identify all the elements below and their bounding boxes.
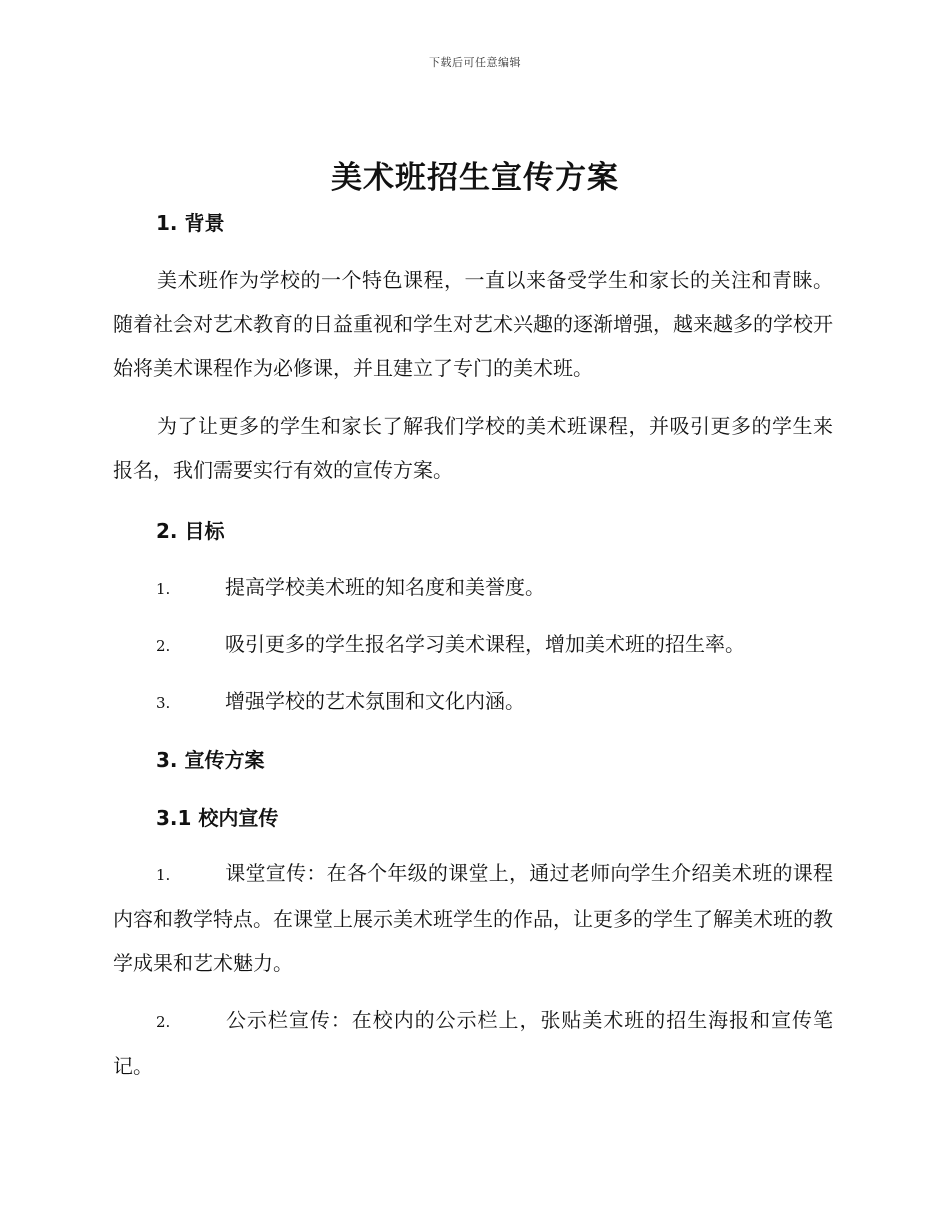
list-number: 1. bbox=[156, 580, 171, 598]
heading-goals: 2. 目标 bbox=[156, 519, 225, 543]
background-paragraph-1: 美术班作为学校的一个特色课程，一直以来备受学生和家长的关注和青睐。随着社会对艺术教育的日益重视和学生对艺术兴趣的逐渐增强，越来越多的学校开始将美术课程作为必修课，并且建立了专门的美术班。 bbox=[113, 268, 833, 380]
list-item-text: 增强学校的艺术氛围和文化内涵。 bbox=[225, 689, 525, 713]
goal-item-2 bbox=[113, 622, 833, 668]
document-title: 美术班招生宣传方案 bbox=[331, 160, 619, 196]
heading-plan: 3. 宣传方案 bbox=[156, 748, 265, 772]
header-note: 下载后可任意编辑 bbox=[429, 56, 521, 69]
plan-item-1 bbox=[113, 851, 833, 985]
list-number: 3. bbox=[156, 694, 171, 712]
list-number: 2. bbox=[156, 637, 171, 655]
goal-item-3 bbox=[113, 679, 833, 725]
list-number: 2. bbox=[156, 1013, 171, 1031]
list-item-text: 提高学校美术班的知名度和美誉度。 bbox=[225, 575, 545, 599]
list-item-text: 吸引更多的学生报名学习美术课程，增加美术班的招生率。 bbox=[225, 632, 745, 656]
list-number: 1. bbox=[156, 866, 171, 884]
subheading-campus-promotion: 3.1 校内宣传 bbox=[156, 806, 279, 830]
background-paragraph-2: 为了让更多的学生和家长了解我们学校的美术班课程，并吸引更多的学生来报名，我们需要实行有效的宣传方案。 bbox=[113, 414, 833, 482]
plan-item-2 bbox=[113, 998, 833, 1088]
goal-item-1 bbox=[113, 565, 833, 611]
heading-background: 1. 背景 bbox=[156, 211, 225, 235]
list-item-text: 公示栏宣传：在校内的公示栏上，张贴美术班的招生海报和宣传笔记。 bbox=[113, 1008, 833, 1078]
list-item-text: 课堂宣传：在各个年级的课堂上，通过老师向学生介绍美术班的课程内容和教学特点。在课堂上展示美术班学生的作品，让更多的学生了解美术班的教学成果和艺术魅力。 bbox=[113, 861, 833, 975]
